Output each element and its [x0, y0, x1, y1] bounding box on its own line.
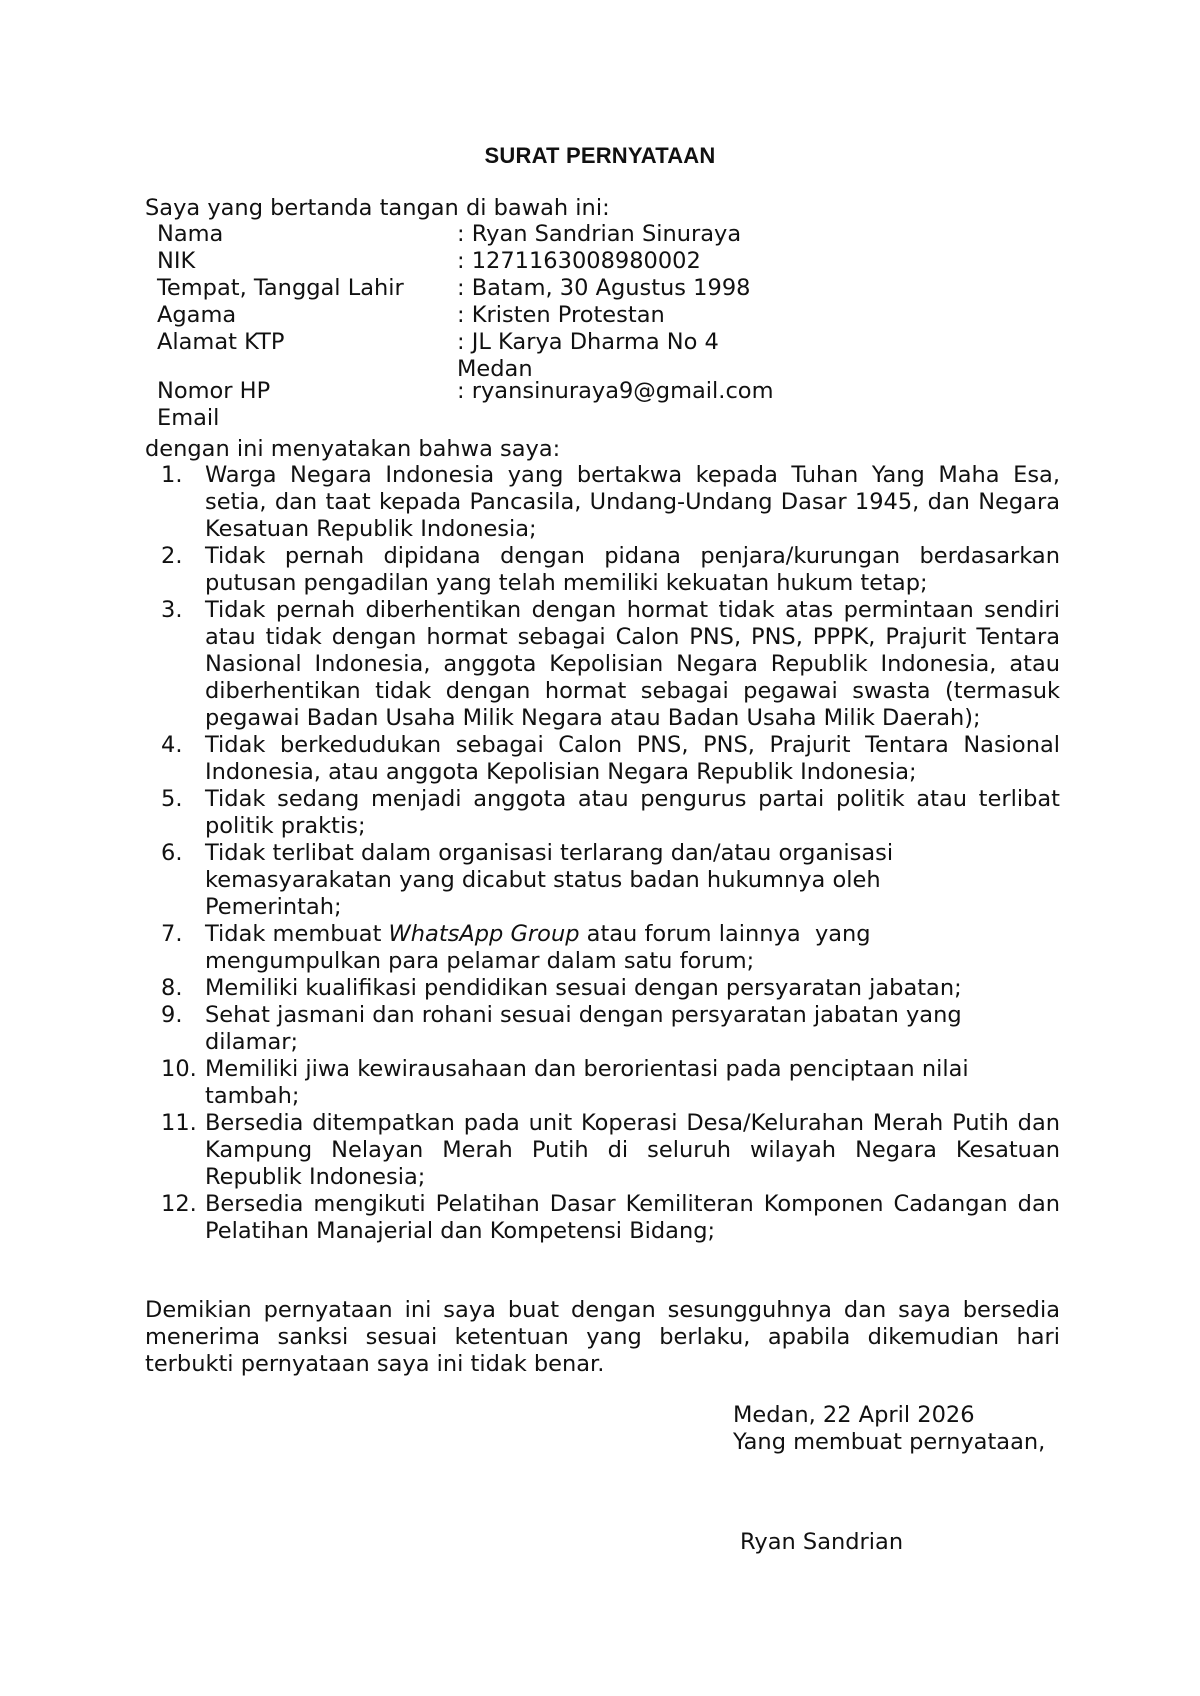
- list-item-text-line: tambah;: [205, 1083, 300, 1109]
- place-date: Medan, 22 April 2026: [733, 1402, 975, 1428]
- list-item-text: Bersedia ditempatkan pada unit Koperasi Desa/Kelurahan Merah Putih dan Kampung Nelayan Merah Putih di seluruh wilayah Negara Kesatuan Republik Indonesia;: [205, 1110, 1060, 1190]
- list-item: [145, 840, 1060, 921]
- list-item-text-after: atau forum lainnya yang: [579, 921, 871, 947]
- field-label-email: Email: [157, 405, 220, 431]
- field-label-birth: Tempat, Tanggal Lahir: [157, 275, 404, 301]
- list-item-number: 10.: [161, 1056, 197, 1082]
- list-item-text: Tidak pernah dipidana dengan pidana penjara/kurungan berdasarkan putusan pengadilan yang telah memiliki kekuatan hukum tetap;: [205, 543, 1060, 596]
- field-label-name: Nama: [157, 221, 224, 247]
- list-item-number: 7.: [161, 921, 183, 947]
- list-item: [145, 786, 1060, 840]
- whatsapp-group-term: WhatsApp Group: [388, 921, 580, 947]
- list-item: [145, 921, 1060, 975]
- closing-paragraph: Demikian pernyataan ini saya buat dengan sesungguhnya dan saya bersedia menerima sanksi sesuai ketentuan yang berlaku, apabila dikemudian hari terbukti pernyataan saya ini tidak benar.: [145, 1297, 1060, 1377]
- statement-text: dengan ini menyatakan bahwa saya:: [145, 436, 561, 462]
- list-item: [145, 732, 1060, 786]
- list-item-number: 4.: [161, 732, 183, 758]
- list-item-number: 12.: [161, 1191, 197, 1217]
- field-value-address-line2: Medan: [457, 356, 533, 382]
- signer-name: Ryan Sandrian: [740, 1529, 904, 1555]
- list-item-number: 8.: [161, 975, 183, 1001]
- identity-fields: [145, 221, 1085, 432]
- list-item-text-line: Memiliki jiwa kewirausahaan dan berorientasi pada penciptaan nilai: [205, 1056, 969, 1082]
- list-item-number: 2.: [161, 543, 183, 569]
- statement-list: [145, 462, 1060, 1245]
- field-row-phone: [145, 378, 1085, 405]
- list-item-text: Warga Negara Indonesia yang bertakwa kepada Tuhan Yang Maha Esa, setia, dan taat kepada Pancasila, Undang-Undang Dasar 1945, dan Negara Kesatuan Republik Indonesia;: [205, 462, 1060, 542]
- list-item-number: 5.: [161, 786, 183, 812]
- field-value-name: : Ryan Sandrian Sinuraya: [457, 221, 742, 247]
- list-item-text: Bersedia mengikuti Pelatihan Dasar Kemiliteran Komponen Cadangan dan Pelatihan Manajerial dan Kompetensi Bidang;: [205, 1191, 1060, 1244]
- field-value-phone: : ryansinuraya9@gmail.com: [457, 378, 774, 404]
- list-item: [145, 1110, 1060, 1191]
- list-item-text-line: dilamar;: [205, 1029, 299, 1055]
- field-row-religion: [145, 302, 1085, 329]
- field-value-address-line1: : JL Karya Dharma No 4: [457, 329, 719, 355]
- field-value-religion: : Kristen Protestan: [457, 302, 665, 328]
- list-item: [145, 1002, 1060, 1056]
- field-label-address: Alamat KTP: [157, 329, 285, 355]
- list-item: [145, 462, 1060, 543]
- list-item-number: 1.: [161, 462, 183, 488]
- list-item-text: Tidak sedang menjadi anggota atau pengurus partai politik atau terlibat politik praktis;: [205, 786, 1060, 839]
- list-item-text-line: kemasyarakatan yang dicabut status badan hukumnya oleh: [205, 867, 881, 893]
- list-item-text: Tidak berkedudukan sebagai Calon PNS, PNS, Prajurit Tentara Nasional Indonesia, atau anggota Kepolisian Negara Republik Indonesia;: [205, 732, 1060, 785]
- field-label-religion: Agama: [157, 302, 237, 328]
- field-row-address: [145, 329, 1085, 382]
- list-item-text: Tidak pernah diberhentikan dengan hormat tidak atas permintaan sendiri atau tidak dengan hormat sebagai Calon PNS, PNS, PPPK, Prajurit Tentara Nasional Indonesia, anggota Kepolisian Negara Republik Indonesia, atau diberhentikan tidak dengan hormat sebagai pegawai swasta (termasuk pegawai Badan Usaha Milik Negara atau Badan Usaha Milik Daerah);: [205, 597, 1060, 731]
- field-value-birth: : Batam, 30 Agustus 1998: [457, 275, 751, 301]
- list-item: [145, 1056, 1060, 1110]
- list-item-text-line: Sehat jasmani dan rohani sesuai dengan persyaratan jabatan yang: [205, 1002, 962, 1028]
- list-item-text-line: [205, 921, 1060, 948]
- list-item-number: 9.: [161, 1002, 183, 1028]
- intro-text: Saya yang bertanda tangan di bawah ini:: [145, 195, 610, 221]
- field-row-birth: [145, 275, 1085, 302]
- list-item-text-line: Tidak terlibat dalam organisasi terlarang dan/atau organisasi: [205, 840, 894, 866]
- list-item-text-line: mengumpulkan para pelamar dalam satu forum;: [205, 948, 755, 974]
- list-item-number: 3.: [161, 597, 183, 623]
- list-item-text-line: Pemerintah;: [205, 894, 342, 920]
- document-title: SURAT PERNYATAAN: [484, 143, 716, 168]
- field-label-phone: Nomor HP: [157, 378, 271, 404]
- field-row-name: [145, 221, 1085, 248]
- field-label-nik: NIK: [157, 248, 196, 274]
- list-item-text-before: Tidak membuat: [205, 921, 389, 947]
- list-item-number: 11.: [161, 1110, 197, 1136]
- list-item: [145, 543, 1060, 597]
- field-row-email: [145, 405, 1085, 432]
- maker-label: Yang membuat pernyataan,: [733, 1429, 1046, 1455]
- list-item-text: Memiliki kualifikasi pendidikan sesuai dengan persyaratan jabatan;: [205, 975, 962, 1001]
- list-item: [145, 1191, 1060, 1245]
- field-value-address: [457, 329, 719, 383]
- list-item-number: 6.: [161, 840, 183, 866]
- field-value-nik: : 1271163008980002: [457, 248, 701, 274]
- list-item: [145, 975, 1060, 1002]
- field-row-nik: [145, 248, 1085, 275]
- list-item: [145, 597, 1060, 732]
